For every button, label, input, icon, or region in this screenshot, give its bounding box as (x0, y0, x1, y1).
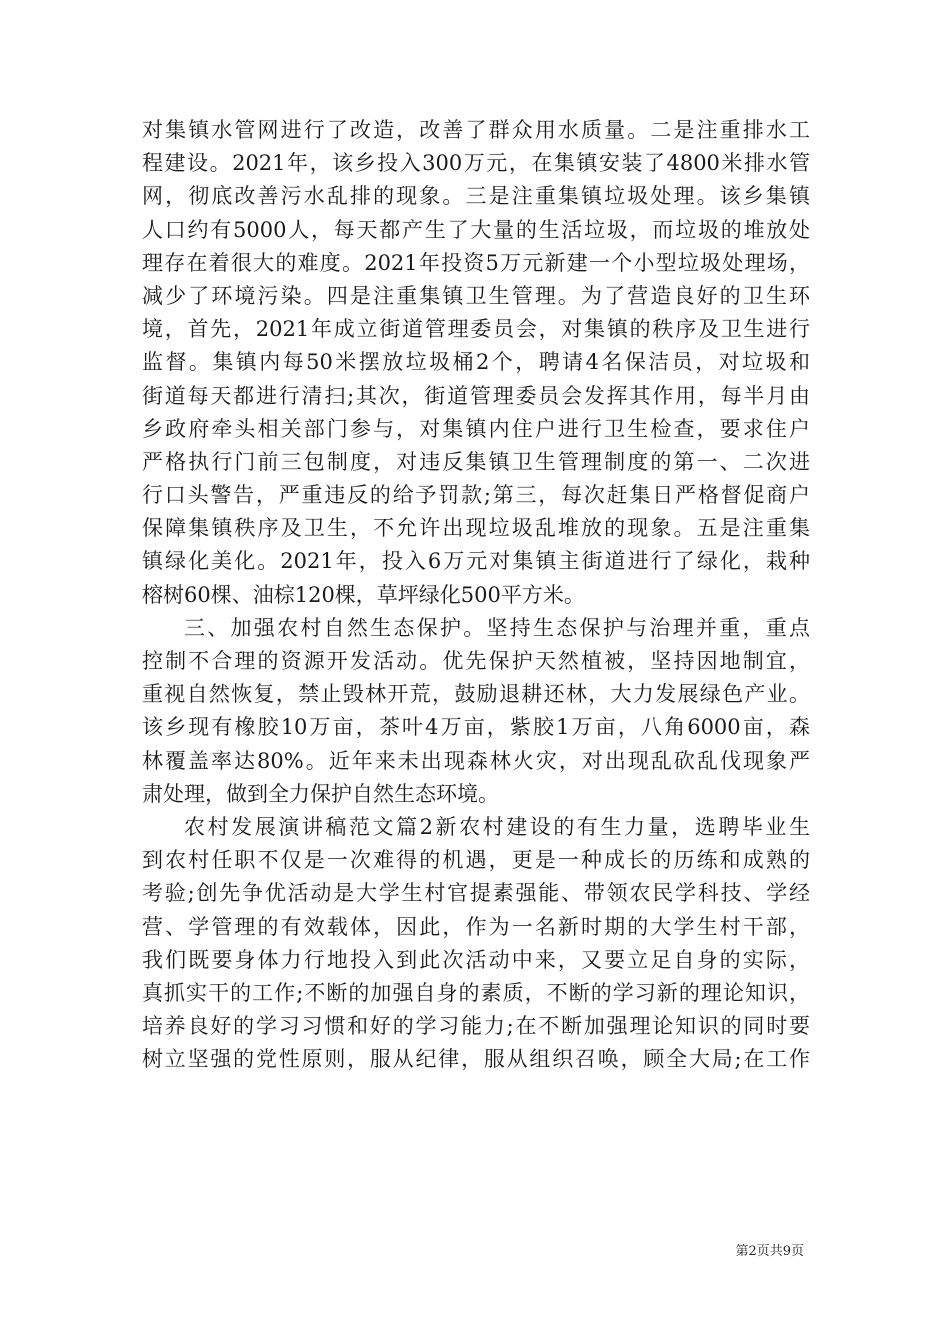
text-line: 网，彻底改善污水乱排的现象。三是注重集镇垃圾处理。该乡集镇 (142, 184, 810, 209)
page-number: 第2页共9页 (735, 1244, 804, 1259)
text-line: 到农村任职不仅是一次难得的机遇，更是一种成长的历练和成熟的 (142, 848, 810, 873)
text-line: 控制不合理的资源开发活动。优先保护天然植被，坚持因地制宜， (142, 649, 810, 673)
text-line: 对集镇水管网进行了改造，改善了群众用水质量。二是注重排水工 (142, 118, 810, 142)
text-line: 林覆盖率达80%。近年来未出现森林火灾，对出现乱砍乱伐现象严 (142, 748, 810, 773)
body-text (142, 114, 810, 1076)
text-line: 树立坚强的党性原则，服从纪律，服从组织召唤，顾全大局;在工作 (142, 1047, 810, 1072)
text-line: 严格执行门前三包制度，对违反集镇卫生管理制度的第一、二次进 (142, 449, 810, 474)
text-line: 镇绿化美化。2021年，投入6万元对集镇主街道进行了绿化，栽种 (142, 549, 810, 574)
paragraph-first-line: 三、加强农村自然生态保护。坚持生态保护与治理并重，重点 (184, 615, 810, 640)
text-line: 该乡现有橡胶10万亩，茶叶4万亩，紫胶1万亩，八角6000亩，森 (142, 715, 810, 740)
paragraph-first-line: 农村发展演讲稿范文篇2新农村建设的有生力量，选聘毕业生 (184, 814, 810, 839)
text-line: 境，首先，2021年成立街道管理委员会，对集镇的秩序及卫生进行 (142, 317, 810, 342)
text-line: 监督。集镇内每50米摆放垃圾桶2个，聘请4名保洁员，对垃圾和 (142, 350, 810, 375)
text-line: 榕树60棵、油棕120棵，草坪绿化500平方米。 (142, 582, 585, 607)
text-line: 程建设。2021年，该乡投入300万元，在集镇安装了4800米排水管 (142, 151, 810, 176)
text-line: 考验;创先争优活动是大学生村官提素强能、带领农民学科技、学经 (142, 881, 810, 906)
text-line: 行口头警告，严重违反的给予罚款;第三，每次赶集日严格督促商户 (142, 483, 810, 508)
text-line: 我们既要身体力行地投入到此次活动中来，又要立足自身的实际， (142, 947, 810, 972)
text-line: 培养良好的学习习惯和好的学习能力;在不断加强理论知识的同时要 (142, 1014, 810, 1039)
text-line: 理存在着很大的难度。2021年投资5万元新建一个小型垃圾处理场， (142, 250, 810, 275)
text-line: 街道每天都进行清扫;其次，街道管理委员会发挥其作用，每半月由 (142, 383, 810, 408)
text-line: 重视自然恢复，禁止毁林开荒，鼓励退耕还林，大力发展绿色产业。 (142, 682, 810, 707)
text-line: 减少了环境污染。四是注重集镇卫生管理。为了营造良好的卫生环 (142, 283, 810, 308)
text-line: 真抓实干的工作;不断的加强自身的素质，不断的学习新的理论知识， (142, 980, 810, 1005)
text-line: 营、学管理的有效载体，因此，作为一名新时期的大学生村干部， (142, 914, 810, 939)
text-line: 乡政府牵头相关部门参与，对集镇内住户进行卫生检查，要求住户 (142, 416, 810, 441)
text-line: 肃处理，做到全力保护自然生态环境。 (142, 781, 499, 806)
text-line: 人口约有5000人，每天都产生了大量的生活垃圾，而垃圾的堆放处 (142, 217, 810, 242)
text-line: 保障集镇秩序及卫生，不允许出现垃圾乱堆放的现象。五是注重集 (142, 516, 810, 541)
